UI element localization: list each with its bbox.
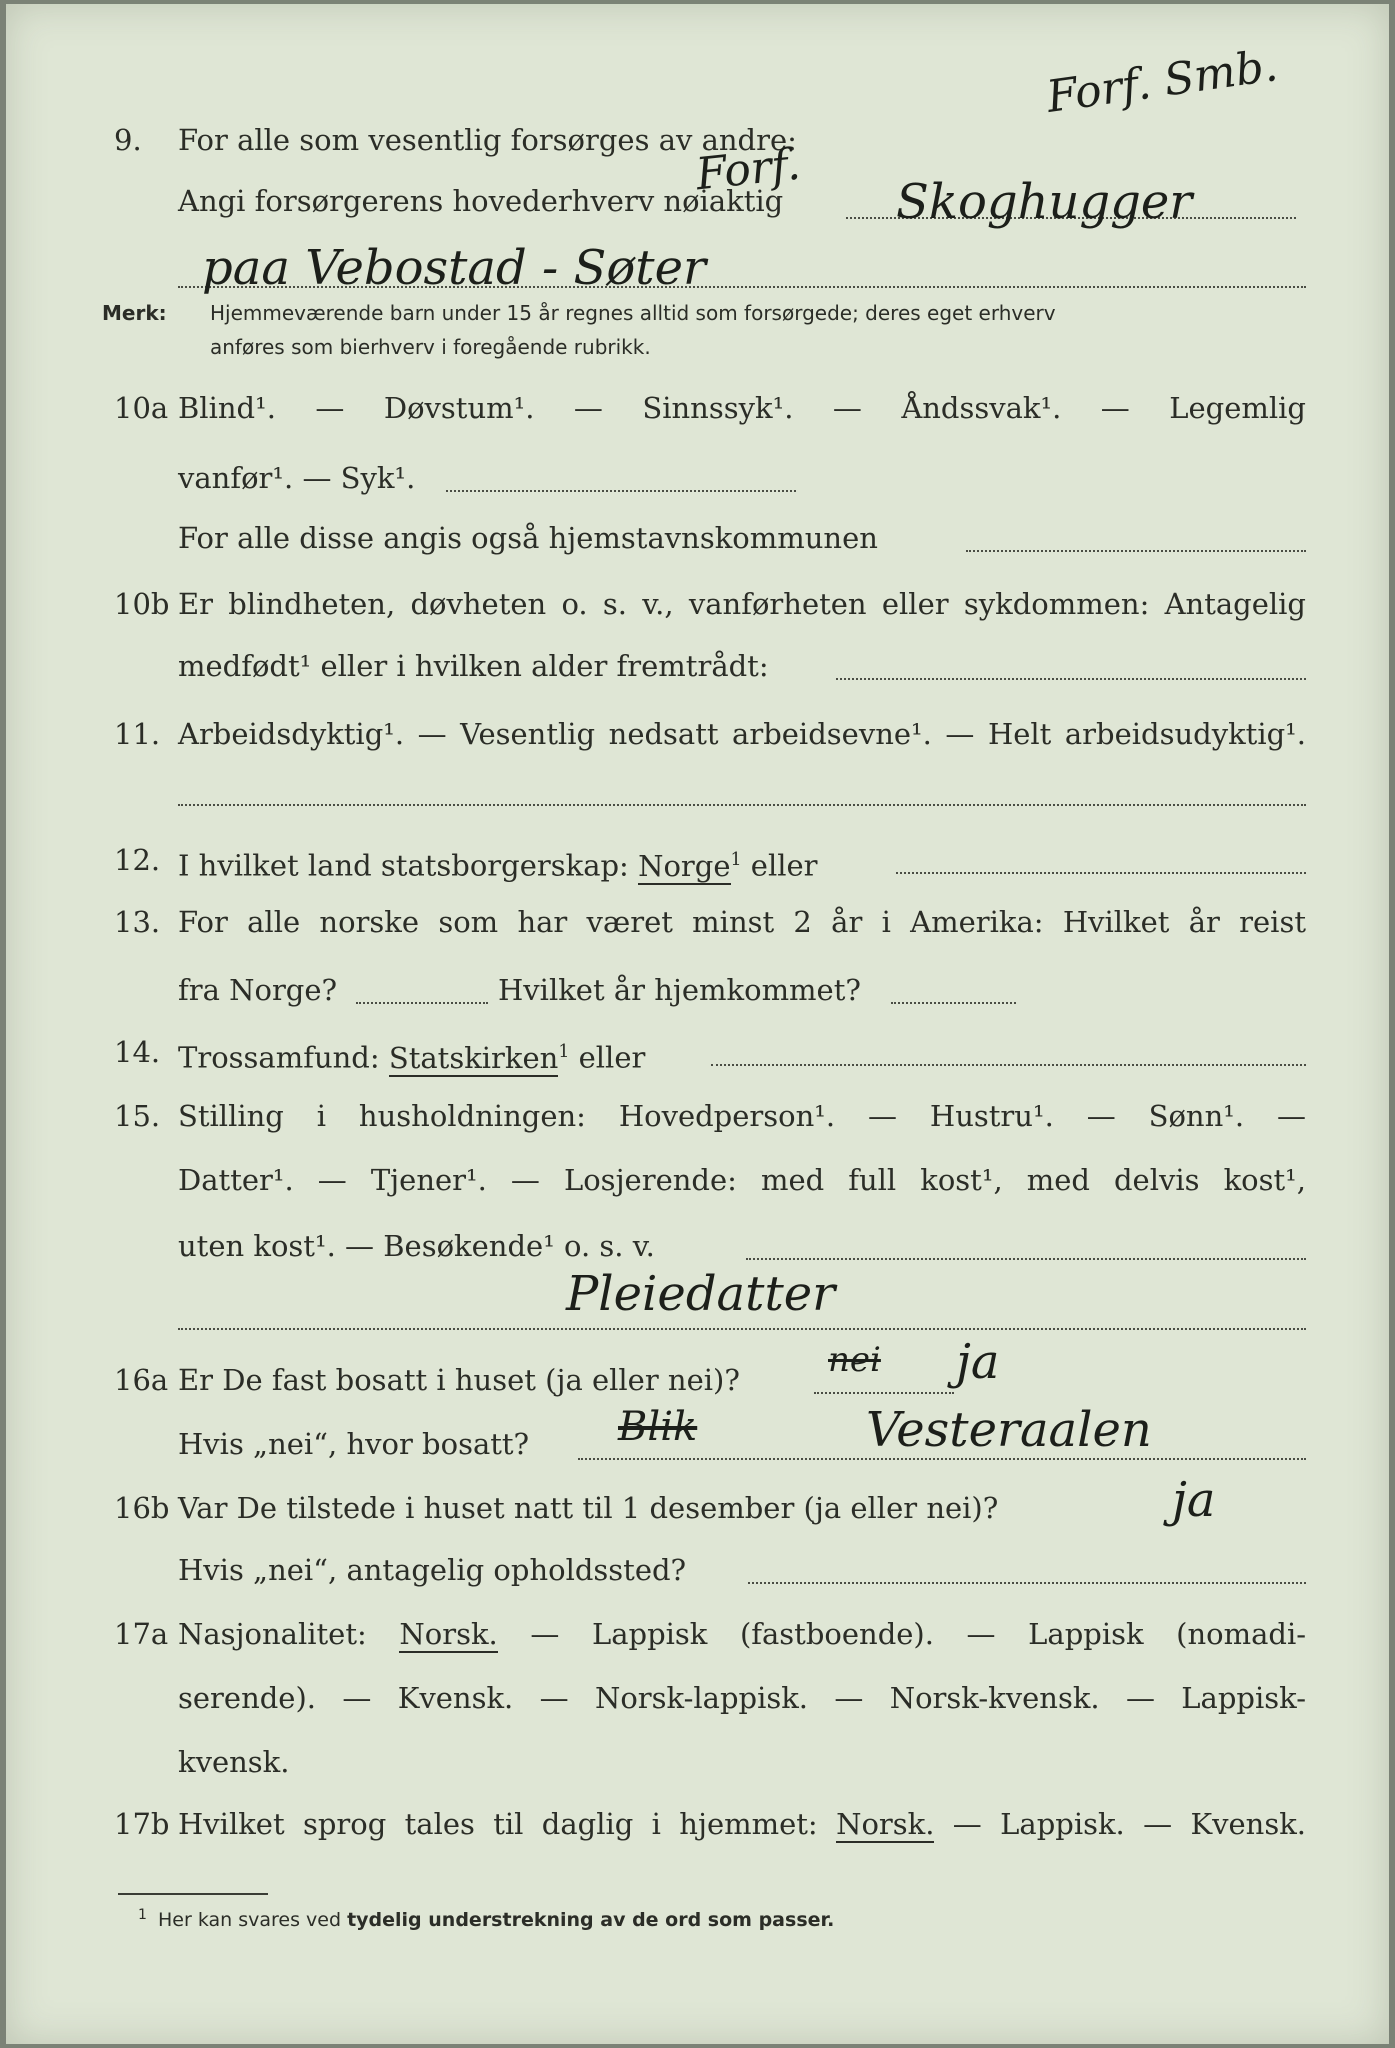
q13-text-line2b: Hvilket år hjemkommet? — [498, 973, 861, 1007]
footnote-rule — [118, 1893, 268, 1895]
q17b-pre: Hvilket sprog tales til daglig i hjemmet: — [178, 1807, 818, 1841]
handwriting-q9-occupation: Skoghugger — [896, 174, 1193, 230]
q10a-answer-line[interactable] — [446, 490, 796, 492]
q16b-text-line2: Hvis „nei“, antagelig opholdssted? — [178, 1553, 687, 1587]
footnote-marker: 1 — [138, 1907, 147, 1923]
q13-text-line1: For alle norske som har været minst 2 år i Amerika: Hvilket år reist — [178, 905, 1306, 939]
handwriting-q16a-bosatt-struck: Blik — [618, 1404, 698, 1450]
q12-post: eller — [750, 848, 818, 883]
handwriting-top-right: Forf. Smb. — [1043, 40, 1281, 123]
q16a-text-line2: Hvis „nei“, hvor bosatt? — [178, 1427, 530, 1461]
q15-text-line3: uten kost¹. — Besøkende¹ o. s. v. — [178, 1229, 655, 1263]
q17b-rest: — Lappisk. — Kvensk. — [952, 1807, 1307, 1841]
q17a-text-line1 — [178, 1616, 1306, 1652]
census-form-page — [6, 4, 1389, 2044]
q14-number: 14. — [114, 1035, 161, 1069]
q15-text-line1: Stilling i husholdningen: Hovedperson¹. — Hustru¹. — Sønn¹. — — [178, 1099, 1306, 1133]
q11-answer-line[interactable] — [178, 804, 1306, 806]
q11-number: 11. — [114, 717, 161, 751]
q14-option-statskirken: Statskirken — [388, 1040, 559, 1075]
q17a-text-line2: serende). — Kvensk. — Norsk-lappisk. — Norsk-kvensk. — Lappisk- — [178, 1681, 1306, 1715]
q13-number: 13. — [114, 905, 161, 939]
q15-answer-line2[interactable] — [178, 1328, 1306, 1330]
handwriting-q16b-answer: ja — [1172, 1472, 1216, 1528]
q10a-home-answer-line[interactable] — [966, 550, 1306, 552]
q15-text-line2: Datter¹. — Tjener¹. — Losjerende: med full kost¹, med delvis kost¹, — [178, 1163, 1306, 1197]
q9-number: 9. — [114, 123, 142, 157]
q9-text-line1: For alle som vesentlig forsørges av andre: — [178, 123, 797, 157]
q12-option-norge: Norge — [638, 848, 731, 883]
handwriting-q9-struck: Forf. — [693, 138, 803, 201]
handwriting-q16a-struck: nei — [828, 1340, 881, 1380]
handwriting-q16a-bosatt: Vesteraalen — [866, 1402, 1152, 1458]
merk-text-line2: anføres som bierhverv i foregående rubrikk. — [210, 335, 651, 359]
q15-number: 15. — [114, 1099, 161, 1133]
handwriting-q15-answer: Pleiedatter — [566, 1266, 836, 1322]
q12-sup: 1 — [730, 850, 742, 870]
q17a-text-line3: kvensk. — [178, 1745, 290, 1779]
q12-number: 12. — [114, 843, 161, 877]
q14-text — [178, 1034, 645, 1076]
q17a-line1-rest: — Lappisk (fastboende). — Lappisk (nomadi- — [530, 1617, 1307, 1651]
footnote-pre: Her kan svares ved — [158, 1909, 342, 1931]
q13-hjem-answer-line[interactable] — [891, 1002, 1016, 1004]
q10b-number: 10b — [114, 587, 170, 621]
q14-sup: 1 — [558, 1042, 570, 1062]
q10a-text-line3: For alle disse angis også hjemstavnskommunen — [178, 521, 878, 555]
q10a-text-line2: vanfør¹. — Syk¹. — [178, 461, 416, 495]
q11-text-line1: Arbeidsdyktig¹. — Vesentlig nedsatt arbeidsevne¹. — Helt arbeidsudyktig¹. — [178, 717, 1306, 751]
handwriting-q16a-answer: ja — [956, 1334, 1000, 1390]
q16a-number: 16a — [114, 1363, 169, 1397]
q14-post: eller — [578, 1040, 646, 1075]
q17a-option-norsk: Norsk. — [399, 1617, 498, 1651]
q10b-text-line1: Er blindheten, døvheten o. s. v., vanførheten eller sykdommen: Antagelig — [178, 587, 1306, 621]
q10b-answer-line[interactable] — [836, 678, 1306, 680]
q10a-text-line1: Blind¹. — Døvstum¹. — Sinnssyk¹. — Åndssvak¹. — Legemlig — [178, 391, 1306, 425]
q16b-text-line1: Var De tilstede i huset natt til 1 desember (ja eller nei)? — [178, 1491, 999, 1525]
handwriting-q9-place: paa Vebostad - Søter — [202, 240, 706, 296]
q13-reist-answer-line[interactable] — [356, 1002, 488, 1004]
q16b-answer-line[interactable] — [748, 1582, 1306, 1584]
q10b-text-line2: medfødt¹ eller i hvilken alder fremtrådt: — [178, 649, 769, 683]
footnote — [158, 1909, 834, 1931]
q17a-number: 17a — [114, 1617, 169, 1651]
q16a-text-line1: Er De fast bosatt i huset (ja eller nei)? — [178, 1363, 740, 1397]
q17b-number: 17b — [114, 1807, 170, 1841]
q10a-number: 10a — [114, 391, 169, 425]
q12-text — [178, 842, 818, 884]
merk-label: Merk: — [102, 301, 167, 325]
q16b-number: 16b — [114, 1491, 170, 1525]
q14-answer-line[interactable] — [711, 1064, 1306, 1066]
q13-text-line2a: fra Norge? — [178, 973, 338, 1007]
q15-answer-line[interactable] — [746, 1258, 1306, 1260]
footnote-bold: tydelig understrekning av de ord som passer. — [347, 1909, 835, 1931]
q17b-text — [178, 1806, 1306, 1842]
q16a-bosatt-answer-line[interactable] — [578, 1458, 1306, 1460]
q17b-option-norsk: Norsk. — [836, 1807, 935, 1841]
q12-answer-line[interactable] — [896, 872, 1306, 874]
merk-text-line1: Hjemmeværende barn under 15 år regnes alltid som forsørgede; deres eget erhverv — [210, 301, 1056, 325]
q14-pre: Trossamfund: — [178, 1040, 389, 1075]
q12-pre: I hvilket land statsborgerskap: — [178, 848, 639, 883]
q9-text-line2: Angi forsørgerens hovederhverv nøiaktig — [178, 184, 784, 218]
q17a-pre: Nasjonalitet: — [178, 1617, 367, 1651]
q16a-answer-line[interactable] — [814, 1392, 954, 1394]
